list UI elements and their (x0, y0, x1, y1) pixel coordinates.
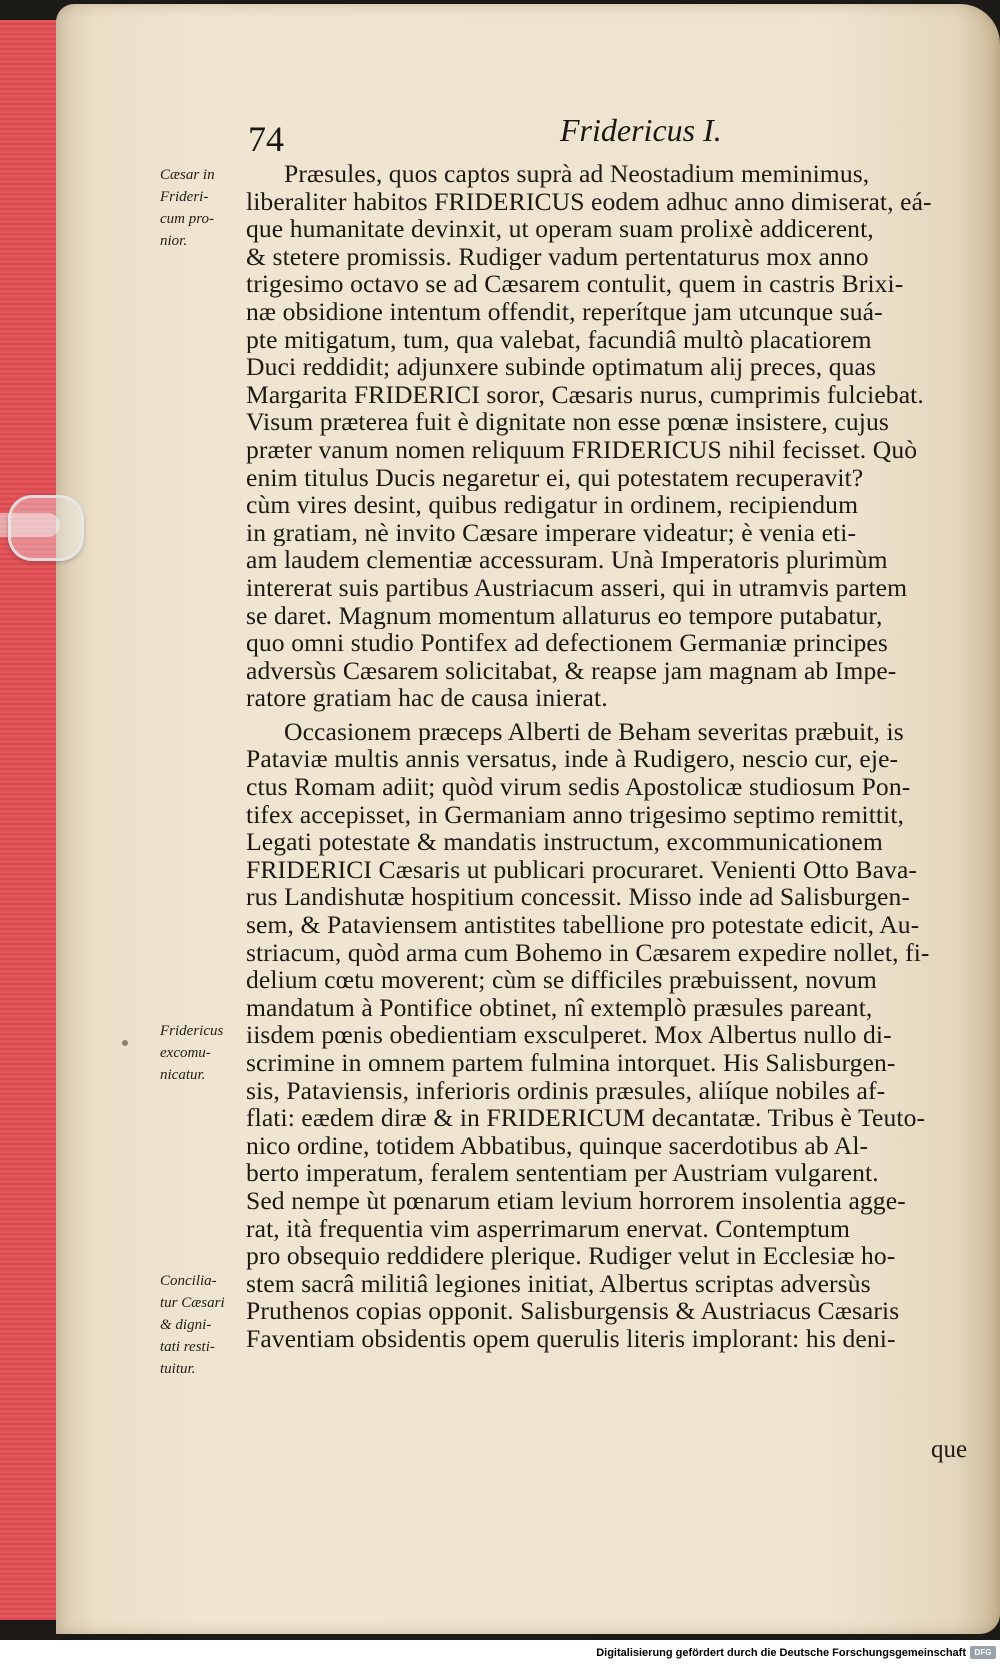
text-line: striacum, quòd arma cum Bohemo in Cæsarem expedire nollet, fi- (246, 938, 930, 967)
side-note-line: Cæsar in (160, 167, 215, 183)
text-line: stem sacrâ militiâ legiones initiat, Albertus scriptas adversùs (246, 1269, 871, 1298)
text-line: adversùs Cæsarem solicitabat, & reapse jam magnam ab Impe- (246, 656, 897, 685)
side-note-line: nior. (160, 233, 188, 249)
text-line: trigesimo octavo se ad Cæsarem contulit, quem in castris Brixi- (246, 270, 904, 298)
side-note-1 (160, 164, 242, 252)
side-note-3 (160, 1270, 242, 1380)
dfg-logo: DFG (970, 1646, 996, 1659)
text-line: cùm vires desint, quibus redigatur in ordinem, recipiendum (246, 491, 859, 519)
text-line: næ obsidione intentum offendit, reperítque jam utcunque suá- (246, 297, 883, 326)
red-page-edge (0, 20, 59, 1620)
text-line: que humanitate devinxit, ut operam suam prolixè addicerent, (246, 215, 874, 243)
text-line: Pruthenos copias opponit. Salisburgensis & Austriacus Cæsaris (246, 1297, 900, 1325)
text-line: sis, Pataviensis, inferioris ordinis præsules, aliíque nobiles af- (246, 1076, 886, 1105)
text-line: Pataviæ multis annis versatus, inde à Rudigero, nescio cur, eje- (246, 745, 899, 774)
text-line: delium cœtu moverent; cùm se difficiles præbuissent, novum (246, 966, 877, 994)
text-line: enim titulus Ducis negaretur ei, qui potestatem recuperavit? (246, 463, 864, 492)
funding-credit: Digitalisierung gefördert durch die Deutsche Forschungsgemeinschaft (596, 1647, 966, 1659)
paragraph (246, 718, 976, 1353)
side-note-line: excomu- (160, 1045, 211, 1061)
side-note-line: nicatur. (160, 1067, 206, 1083)
text-line: Sed nempe ùt pœnarum etiam levium horrorem insolentia agge- (246, 1186, 906, 1215)
text-line: ratore gratiam hac de causa inierat. (246, 684, 608, 712)
text-line: ctus Romam adiit; quòd virum sedis Apostolicæ studiosum Pon- (246, 773, 911, 801)
side-note-line: Concilia- (160, 1273, 217, 1289)
text-line: Occasionem præceps Alberti de Beham severitas præbuit, is (284, 717, 904, 746)
text-line: liberaliter habitos FRIDERICUS eodem adhuc anno dimiserat, eá- (246, 187, 932, 216)
text-line: & stetere promissis. Rudiger vadum pertentaturus mox anno (246, 242, 869, 271)
text-line: Margarita FRIDERICI soror, Cæsaris nurus, cumprimis fulciebat. (246, 380, 924, 409)
page-clip (8, 495, 84, 561)
body-text (246, 160, 976, 1353)
footer-bar (0, 1640, 1000, 1666)
text-line: am laudem clementiæ accessuram. Unà Imperatoris plurimùm (246, 546, 888, 574)
text-line: Faventiam obsidentis opem querulis literis implorant: his deni- (246, 1324, 896, 1353)
ink-spot (122, 1040, 128, 1046)
text-line: mandatum à Pontifice obtinet, nî extemplò præsules pareant, (246, 993, 873, 1022)
running-head: Fridericus I. (560, 112, 722, 148)
side-note-line: cum pro- (160, 211, 215, 227)
paragraph-container (246, 160, 976, 1353)
page-number: 74 (248, 119, 284, 159)
text-line: in gratiam, nè invito Cæsare imperare videatur; è venia eti- (246, 518, 857, 547)
text-line: tifex accepisset, in Germaniam anno trigesimo septimo remittit, (246, 800, 905, 829)
text-line: scrimine in omnem partem fulmina intorquet. His Salisburgen- (246, 1049, 896, 1077)
text-line: iisdem pœnis obedientiam exsculperet. Mox Albertus nullo di- (246, 1021, 892, 1049)
text-line: Legati potestate & mandatis instructum, excommunicationem (246, 828, 883, 856)
text-line: rat, ità frequentia vim asperrimarum enervat. Contemptum (246, 1214, 851, 1243)
catchword: que (931, 1436, 968, 1463)
text-line: rus Landishutæ hospitium concessit. Misso inde ad Salisburgen- (246, 883, 911, 912)
side-note-line: tati resti- (160, 1339, 215, 1355)
text-line: nico ordine, totidem Abbatibus, quinque sacerdotibus ab Al- (246, 1131, 869, 1160)
side-note-2 (160, 1020, 242, 1086)
side-note-line: tuitur. (160, 1361, 196, 1377)
text-line: pte mitigatum, tum, qua valebat, facundiâ multò placatiorem (246, 325, 872, 354)
text-line: Visum præterea fuit è dignitate non esse pœnæ insistere, cujus (246, 408, 889, 436)
text-line: præter vanum nomen reliquum FRIDERICUS nihil fecisset. Quò (246, 435, 918, 464)
side-note-line: & digni- (160, 1317, 212, 1333)
text-line: FRIDERICI Cæsaris ut publicari procuraret. Venienti Otto Bava- (246, 855, 918, 884)
text-line: Præsules, quos captos suprà ad Neostadium meminimus, (284, 160, 870, 188)
text-line: sem, & Pataviensem antistites tabellione pro potestate edicit, Au- (246, 911, 920, 939)
side-note-line: Fridericus (160, 1023, 224, 1039)
text-line: pro obsequio reddidere plerique. Rudiger velut in Ecclesiæ ho- (246, 1242, 896, 1270)
paragraph (246, 160, 976, 712)
text-line: se daret. Magnum momentum allaturus eo tempore putabatur, (246, 601, 883, 630)
text-line: Duci reddidit; adjunxere subinde optimatum alij preces, quas (246, 353, 877, 381)
text-line: flati: eædem diræ & in FRIDERICUM decantatæ. Tribus è Teuto- (246, 1104, 926, 1132)
side-note-line: tur Cæsari (160, 1295, 225, 1311)
text-line: berto imperatum, feralem sententiam per Austriam vulgarent. (246, 1159, 879, 1187)
side-note-line: Frideri- (160, 189, 209, 205)
text-line: intererat suis partibus Austriacum asseri, qui in utramvis partem (246, 573, 908, 602)
text-line: quo omni studio Pontifex ad defectionem Germaniæ principes (246, 629, 888, 657)
